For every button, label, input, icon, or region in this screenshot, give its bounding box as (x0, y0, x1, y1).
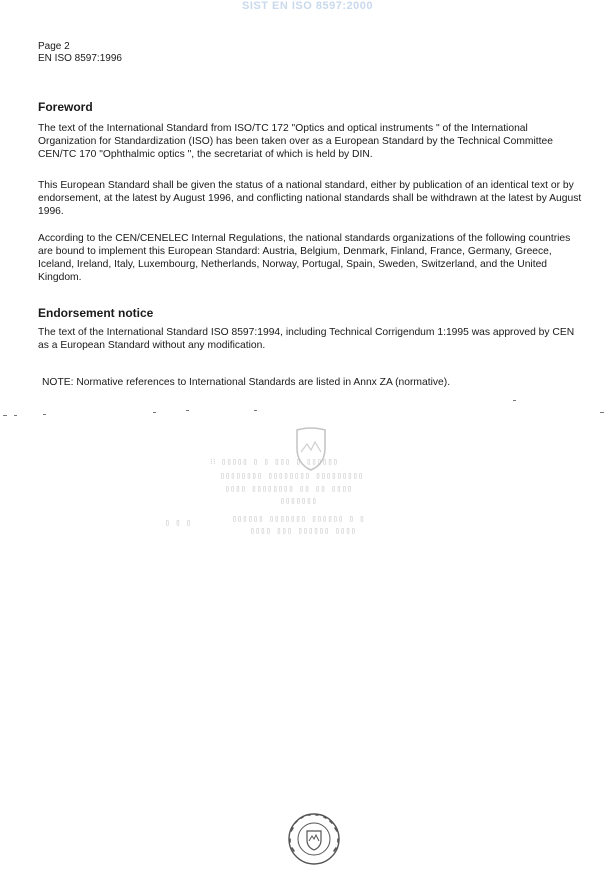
scan-speck (254, 410, 257, 411)
endorsement-heading: Endorsement notice (38, 306, 154, 320)
scan-speck (153, 412, 156, 413)
foreword-paragraph-2: This European Standard shall be given the status of a national standard, either by publication of an identical text or by endorsement, at the latest by August 1996, and conflicting national standards shall be withdrawn at the latest by August 1996. (38, 180, 582, 217)
watermark: SIST EN ISO 8597:2000 (242, 0, 373, 12)
scan-speck (43, 414, 46, 415)
scan-speck (186, 410, 189, 411)
foreword-paragraph-1: The text of the International Standard from ISO/TC 172 "Optics and optical instruments " of the International Organization for Standardization (ISO) has been taken over as a European Standard by the Technical Committee CEN/TC 170 "Ophthalmic optics ", the secretariat of which is held by DIN. (38, 123, 553, 160)
document-id: EN ISO 8597:1996 (38, 53, 122, 64)
page-label: Page 2 (38, 41, 70, 52)
scan-speck (513, 400, 516, 401)
scan-speck (14, 415, 17, 416)
official-seal-icon (282, 809, 346, 865)
normative-note: NOTE: Normative references to International Standards are listed in Annx ZA (normative). (42, 377, 451, 388)
page-header (38, 41, 122, 65)
endorsement-paragraph: The text of the International Standard ISO 8597:1994, including Technical Corrigendum 1:1995 was approved by CEN as a European Standard without any modification. (38, 327, 575, 351)
foreword-paragraph-3: According to the CEN/CENELEC Internal Regulations, the national standards organizations of the following countries are bound to implement this European Standard: Austria, Belgium, Denmark, Finland, France, Germany, Greece, Iceland, Ireland, Italy, Luxembourg, Netherlands, Norway, Portugal, Spain, Sweden, Switzerland, and the United Kingdom. (38, 233, 571, 283)
scan-speck (3, 415, 7, 416)
foreword-heading: Foreword (38, 100, 93, 114)
scan-speck (600, 412, 604, 413)
